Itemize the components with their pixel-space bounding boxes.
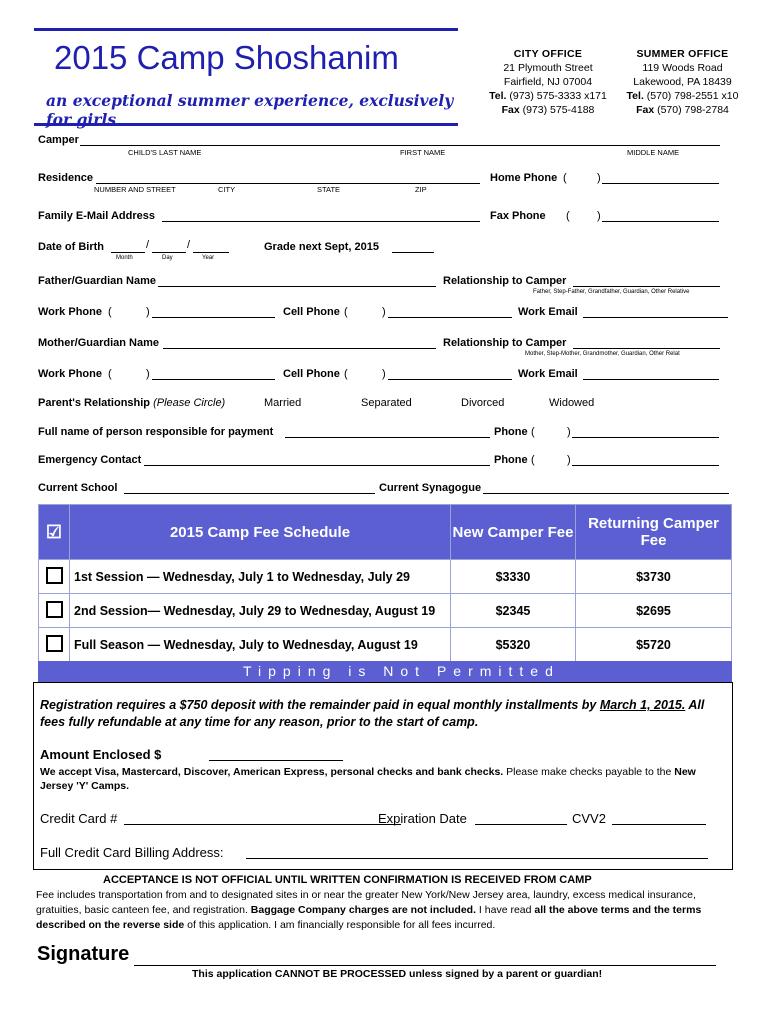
- emergency-phone-label: Phone: [494, 454, 528, 466]
- billing-address-label: Full Credit Card Billing Address:: [40, 845, 224, 860]
- city-tel-label: Tel.: [489, 90, 507, 102]
- city-fax: (973) 575-4188: [522, 104, 595, 116]
- parents-relationship-row: [38, 397, 225, 409]
- signature-field[interactable]: [134, 947, 716, 966]
- session-1-returning-fee: $3730: [576, 560, 732, 594]
- school-field[interactable]: [124, 482, 375, 494]
- dob-label: Date of Birth: [38, 241, 104, 253]
- option-divorced[interactable]: Divorced: [461, 397, 505, 409]
- cvv-label: CVV2: [572, 811, 606, 826]
- mother-work-email-field[interactable]: [583, 368, 719, 380]
- father-cell-phone-field[interactable]: [388, 306, 512, 318]
- mother-work-phone-label: Work Phone: [38, 368, 102, 380]
- accepted-methods: We accept Visa, Mastercard, Discover, American Express, personal checks and bank checks.: [40, 766, 504, 778]
- emergency-label: Emergency Contact: [38, 454, 142, 466]
- grade-label: Grade next Sept, 2015: [264, 241, 379, 253]
- fee-schedule-title: 2015 Camp Fee Schedule: [70, 505, 451, 560]
- mother-label: Mother/Guardian Name: [38, 337, 160, 349]
- header-title-box: [34, 28, 458, 129]
- cvv-field[interactable]: [612, 811, 706, 825]
- father-relationship-note: Father, Step-Father, Grandfather, Guardian, Other Relative: [533, 289, 690, 295]
- mother-cell-phone-field[interactable]: [388, 368, 512, 380]
- father-cell-phone-label: Cell Phone: [283, 306, 340, 318]
- full-season-returning-fee: $5720: [576, 628, 732, 662]
- family-email-field[interactable]: [162, 210, 480, 222]
- zip-label: ZIP: [415, 185, 427, 194]
- mother-relationship-field[interactable]: [573, 337, 720, 349]
- fee-terms-e: of this application. I am financially responsible for all fees incurred.: [184, 919, 496, 931]
- family-email-label: Family E-Mail Address: [38, 210, 155, 222]
- option-widowed[interactable]: Widowed: [549, 397, 595, 409]
- new-camper-fee-header: New Camper Fee: [451, 505, 576, 560]
- session-2-new-fee: $2345: [451, 594, 576, 628]
- session-2-label: 2nd Session— Wednesday, July 29 to Wednesday, August 19: [70, 594, 451, 628]
- accepted-payments: [40, 765, 730, 793]
- checks-payee: New Jersey 'Y' Camps.: [40, 766, 696, 792]
- fax-phone-field[interactable]: [602, 210, 719, 222]
- full-season-checkbox[interactable]: [46, 635, 63, 652]
- session-2-checkbox[interactable]: [46, 601, 63, 618]
- summer-office-city: Lakewood, PA 18439: [633, 76, 732, 88]
- summer-office: [620, 47, 745, 117]
- father-work-email-label: Work Email: [518, 306, 578, 318]
- day-label: Day: [162, 255, 173, 261]
- acceptance-notice: ACCEPTANCE IS NOT OFFICIAL UNTIL WRITTEN CONFIRMATION IS RECEIVED FROM CAMP: [103, 874, 592, 886]
- deposit-text-a: Registration requires a $750 deposit with the remainder paid in equal monthly installments by: [40, 698, 600, 712]
- father-label: Father/Guardian Name: [38, 275, 156, 287]
- mother-work-email-label: Work Email: [518, 368, 578, 380]
- city-office-street: 21 Plymouth Street: [503, 62, 593, 74]
- fee-row-full-season: [39, 628, 732, 662]
- fee-terms: [36, 888, 734, 933]
- state-label: STATE: [317, 185, 341, 194]
- middle-name-label: MIDDLE NAME: [627, 148, 680, 157]
- school-label: Current School: [38, 482, 118, 494]
- summer-tel: (570) 798-2551 x10: [646, 90, 739, 102]
- city-office: [487, 47, 609, 117]
- check-header-icon: ☑: [39, 505, 70, 560]
- home-phone-field[interactable]: [602, 172, 719, 184]
- street-label: NUMBER AND STREET: [94, 185, 176, 194]
- city-office-city: Fairfield, NJ 07004: [503, 76, 593, 88]
- mother-work-phone-field[interactable]: [152, 368, 275, 380]
- first-name-label: FIRST NAME: [400, 148, 446, 157]
- fee-terms-d: all the above terms and the terms described on the reverse side: [36, 904, 702, 931]
- payment-person-label: Full name of person responsible for payment: [38, 426, 274, 438]
- residence-field[interactable]: [96, 172, 480, 184]
- camp-title: 2015 Camp Shoshanim: [54, 39, 399, 76]
- father-work-phone-field[interactable]: [152, 306, 275, 318]
- fee-table-header: [39, 505, 732, 560]
- home-phone-label: Home Phone: [490, 172, 558, 184]
- fax-phone-label: Fax Phone: [490, 210, 546, 222]
- session-1-new-fee: $3330: [451, 560, 576, 594]
- fee-terms-c: I have read: [476, 904, 535, 916]
- mother-cell-phone-label: Cell Phone: [283, 368, 340, 380]
- camper-name-field[interactable]: [80, 134, 720, 146]
- signature-warning: This application CANNOT BE PROCESSED unless signed by a parent or guardian!: [192, 968, 603, 980]
- month-label: Month: [116, 255, 133, 261]
- payment-person-field[interactable]: [285, 426, 490, 438]
- deposit-text-b: All fees fully refundable at any time for any reason, prior to the start of camp.: [40, 698, 705, 729]
- expiration-field[interactable]: [475, 811, 567, 825]
- childs-last-name-label: CHILD'S LAST NAME: [128, 148, 202, 157]
- amount-enclosed-label: Amount Enclosed $: [40, 747, 162, 762]
- session-1-checkbox[interactable]: [46, 567, 63, 584]
- full-season-new-fee: $5320: [451, 628, 576, 662]
- residence-label: Residence: [38, 172, 94, 184]
- session-1-label: 1st Session — Wednesday, July 1 to Wednesday, July 29: [70, 560, 451, 594]
- father-relationship-field[interactable]: [573, 275, 720, 287]
- mother-relationship-note: Mother, Step-Mother, Grandmother, Guardian, Other Relat: [525, 351, 680, 357]
- year-label: Year: [202, 255, 215, 261]
- signature-label: Signature: [37, 943, 130, 965]
- father-relationship-label: Relationship to Camper: [443, 275, 567, 287]
- summer-office-heading: SUMMER OFFICE: [636, 48, 729, 60]
- deposit-due-date: March 1, 2015.: [599, 698, 686, 712]
- amount-enclosed-field[interactable]: [209, 747, 343, 761]
- billing-address-field[interactable]: [246, 845, 708, 859]
- summer-fax-label: Fax: [636, 104, 655, 116]
- city-tel: (973) 575-3333 x171: [509, 90, 607, 102]
- returning-camper-fee-header: Returning Camper Fee: [576, 505, 732, 560]
- option-married[interactable]: Married: [264, 397, 302, 409]
- dob-month-field[interactable]: [111, 241, 145, 253]
- synagogue-field[interactable]: [483, 482, 729, 494]
- emergency-field[interactable]: [144, 454, 490, 466]
- city-fax-label: Fax: [501, 104, 520, 116]
- fee-schedule-table: [38, 504, 732, 662]
- city-office-heading: CITY OFFICE: [513, 48, 583, 60]
- credit-card-field[interactable]: [124, 811, 401, 825]
- father-work-email-field[interactable]: [583, 306, 728, 318]
- payment-phone-field[interactable]: [572, 426, 719, 438]
- session-2-returning-fee: $2695: [576, 594, 732, 628]
- camper-label: Camper: [38, 134, 79, 146]
- summer-fax: (570) 798-2784: [657, 104, 729, 116]
- dob-year-field[interactable]: [193, 241, 229, 253]
- grade-field[interactable]: [392, 241, 434, 253]
- fee-terms-baggage: Baggage Company charges are not included.: [250, 904, 477, 916]
- mother-relationship-label: Relationship to Camper: [443, 337, 567, 349]
- payment-box: [33, 682, 733, 870]
- expiration-label: Expiration Date: [378, 811, 467, 826]
- synagogue-label: Current Synagogue: [379, 482, 482, 494]
- option-separated[interactable]: Separated: [361, 397, 412, 409]
- city-label: CITY: [218, 185, 236, 194]
- father-name-field[interactable]: [158, 275, 436, 287]
- payment-phone-label: Phone: [494, 426, 528, 438]
- parents-relationship-label: Parent's Relationship: [38, 397, 151, 409]
- tipping-banner: Tipping is Not Permitted: [38, 661, 732, 682]
- camp-tagline: an exceptional summer experience, exclusively for girls: [46, 91, 454, 129]
- credit-card-label: Credit Card #: [40, 811, 118, 826]
- full-season-label: Full Season — Wednesday, July to Wednesday, August 19: [70, 628, 451, 662]
- emergency-phone-field[interactable]: [572, 454, 719, 466]
- deposit-terms: [40, 697, 724, 731]
- fee-row-1st-session: [39, 560, 732, 594]
- checks-payable-text: Please make checks payable to the: [503, 766, 675, 778]
- fee-row-2nd-session: [39, 594, 732, 628]
- mother-name-field[interactable]: [163, 337, 436, 349]
- summer-tel-label: Tel.: [626, 90, 644, 102]
- parents-relationship-hint: (Please Circle): [153, 397, 226, 409]
- dob-day-field[interactable]: [152, 241, 186, 253]
- father-work-phone-label: Work Phone: [38, 306, 102, 318]
- fee-terms-a: Fee includes transportation from and to designated sites in or near the greater New York/New Jersey area, laundry, excess medical insurance, gratuities, basic canteen fee, and registration.: [36, 889, 696, 916]
- summer-office-street: 119 Woods Road: [642, 62, 723, 74]
